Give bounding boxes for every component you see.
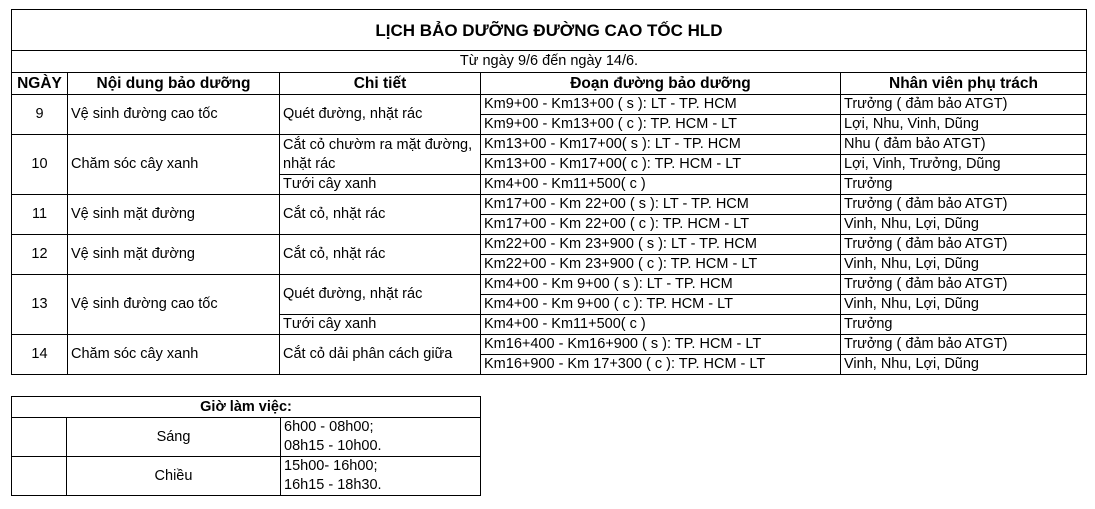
shift-times xyxy=(281,457,481,496)
segment-cell: Km4+00 - Km11+500( c ) xyxy=(481,315,841,335)
content-cell: Vệ sinh đường cao tốc xyxy=(68,95,280,135)
day-cell: 14 xyxy=(12,335,68,375)
content-cell: Chăm sóc cây xanh xyxy=(68,135,280,195)
table-row xyxy=(12,335,1087,355)
staff-cell: Vinh, Nhu, Lợi, Dũng xyxy=(841,295,1087,315)
detail-cell: Cắt cỏ dải phân cách giữa xyxy=(280,335,481,375)
day-cell: 11 xyxy=(12,195,68,235)
staff-cell: Trưởng ( đảm bảo ATGT) xyxy=(841,95,1087,115)
segment-cell: Km22+00 - Km 23+900 ( s ): LT - TP. HCM xyxy=(481,235,841,255)
table-row xyxy=(12,235,1087,255)
shift-label: Chiều xyxy=(67,457,281,496)
staff-cell: Lợi, Nhu, Vinh, Dũng xyxy=(841,115,1087,135)
detail-cell: Tưới cây xanh xyxy=(280,315,481,335)
shift-time-line: 6h00 - 08h00; xyxy=(284,419,374,435)
segment-cell: Km9+00 - Km13+00 ( s ): LT - TP. HCM xyxy=(481,95,841,115)
detail-cell: Quét đường, nhặt rác xyxy=(280,275,481,315)
working-hours-row-afternoon xyxy=(12,457,481,496)
header-staff: Nhân viên phụ trách xyxy=(841,73,1087,95)
day-cell: 9 xyxy=(12,95,68,135)
staff-cell: Trưởng xyxy=(841,315,1087,335)
segment-cell: Km13+00 - Km17+00( s ): LT - TP. HCM xyxy=(481,135,841,155)
content-cell: Vệ sinh đường cao tốc xyxy=(68,275,280,335)
maintenance-schedule-table xyxy=(11,9,1087,375)
content-cell: Chăm sóc cây xanh xyxy=(68,335,280,375)
staff-cell: Trưởng xyxy=(841,175,1087,195)
segment-cell: Km4+00 - Km11+500( c ) xyxy=(481,175,841,195)
shift-time-line: 16h15 - 18h30. xyxy=(284,477,382,493)
staff-cell: Trưởng ( đảm bảo ATGT) xyxy=(841,275,1087,295)
staff-cell: Trưởng ( đảm bảo ATGT) xyxy=(841,235,1087,255)
table-row xyxy=(12,195,1087,215)
segment-cell: Km17+00 - Km 22+00 ( c ): TP. HCM - LT xyxy=(481,215,841,235)
segment-cell: Km17+00 - Km 22+00 ( s ): LT - TP. HCM xyxy=(481,195,841,215)
segment-cell: Km4+00 - Km 9+00 ( c ): TP. HCM - LT xyxy=(481,295,841,315)
day-cell: 12 xyxy=(12,235,68,275)
blank-cell xyxy=(12,457,67,496)
shift-time-line: 15h00- 16h00; xyxy=(284,458,378,474)
header-day: NGÀY xyxy=(12,73,68,95)
staff-cell: Nhu ( đảm bảo ATGT) xyxy=(841,135,1087,155)
header-detail: Chi tiết xyxy=(280,73,481,95)
shift-times xyxy=(281,418,481,457)
detail-cell: Tưới cây xanh xyxy=(280,175,481,195)
table-row xyxy=(12,275,1087,295)
staff-cell: Trưởng ( đảm bảo ATGT) xyxy=(841,335,1087,355)
staff-cell: Lợi, Vinh, Trưởng, Dũng xyxy=(841,155,1087,175)
day-cell: 10 xyxy=(12,135,68,195)
staff-cell: Trưởng ( đảm bảo ATGT) xyxy=(841,195,1087,215)
working-hours-row-morning xyxy=(12,418,481,457)
content-cell: Vệ sinh mặt đường xyxy=(68,235,280,275)
detail-cell: Cắt cỏ chườm ra mặt đường, nhặt rác xyxy=(280,135,481,175)
table-row xyxy=(12,135,1087,155)
day-cell: 13 xyxy=(12,275,68,335)
blank-cell xyxy=(12,418,67,457)
segment-cell: Km9+00 - Km13+00 ( c ): TP. HCM - LT xyxy=(481,115,841,135)
shift-label: Sáng xyxy=(67,418,281,457)
staff-cell: Vinh, Nhu, Lợi, Dũng xyxy=(841,215,1087,235)
header-segment: Đoạn đường bảo dưỡng xyxy=(481,73,841,95)
detail-cell: Cắt cỏ, nhặt rác xyxy=(280,235,481,275)
schedule-title: LỊCH BẢO DƯỠNG ĐƯỜNG CAO TỐC HLD xyxy=(12,10,1087,51)
table-row xyxy=(12,95,1087,115)
staff-cell: Vinh, Nhu, Lợi, Dũng xyxy=(841,355,1087,375)
working-hours-table xyxy=(11,396,481,496)
segment-cell: Km13+00 - Km17+00( c ): TP. HCM - LT xyxy=(481,155,841,175)
detail-cell: Quét đường, nhặt rác xyxy=(280,95,481,135)
detail-cell: Cắt cỏ, nhặt rác xyxy=(280,195,481,235)
segment-cell: Km4+00 - Km 9+00 ( s ): LT - TP. HCM xyxy=(481,275,841,295)
staff-cell: Vinh, Nhu, Lợi, Dũng xyxy=(841,255,1087,275)
working-hours-title: Giờ làm việc: xyxy=(12,397,481,418)
segment-cell: Km22+00 - Km 23+900 ( c ): TP. HCM - LT xyxy=(481,255,841,275)
date-range: Từ ngày 9/6 đến ngày 14/6. xyxy=(12,51,1087,73)
header-content: Nội dung bảo dưỡng xyxy=(68,73,280,95)
segment-cell: Km16+900 - Km 17+300 ( c ): TP. HCM - LT xyxy=(481,355,841,375)
segment-cell: Km16+400 - Km16+900 ( s ): TP. HCM - LT xyxy=(481,335,841,355)
shift-time-line: 08h15 - 10h00. xyxy=(284,438,382,454)
content-cell: Vệ sinh mặt đường xyxy=(68,195,280,235)
